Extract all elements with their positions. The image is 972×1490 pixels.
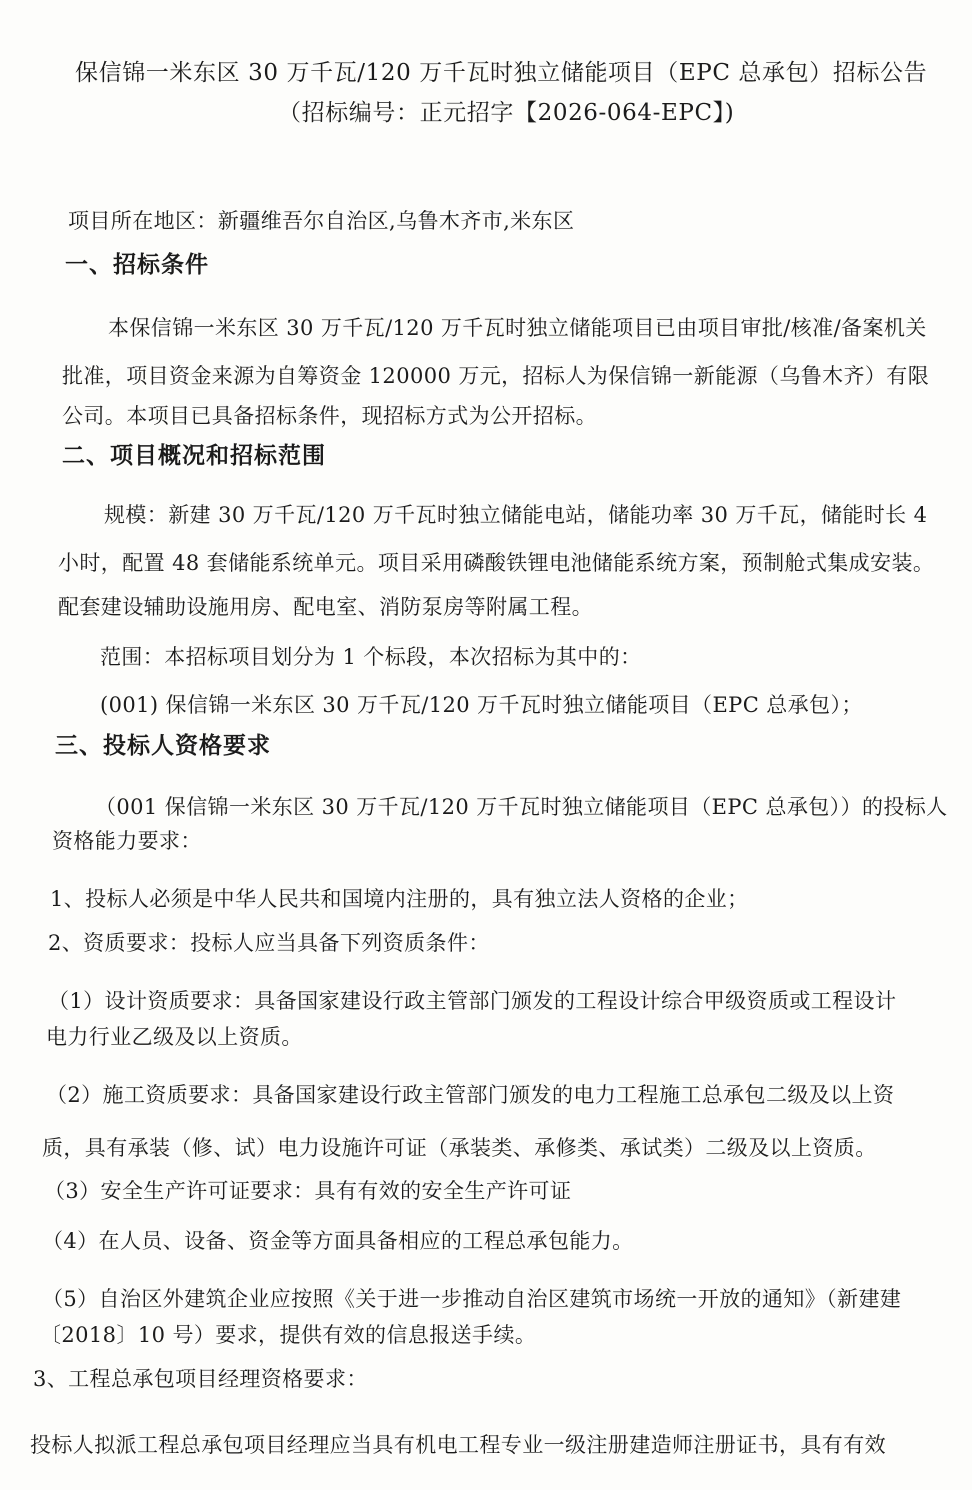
section3-requirement-line: （3）安全生产许可证要求：具有有效的安全生产许可证 bbox=[44, 1179, 572, 1203]
section3-requirement-line: 1、投标人必须是中华人民共和国境内注册的，具有独立法人资格的企业； bbox=[50, 887, 749, 911]
section3-requirement-line: 电力行业乙级及以上资质。 bbox=[46, 1025, 303, 1049]
section3-heading: 三、投标人资格要求 bbox=[55, 733, 271, 759]
announcement-title: 保信锦一米东区 30 万千瓦/120 万千瓦时独立储能项目（EPC 总承包）招标公告 bbox=[75, 60, 928, 86]
section2-scale-line: 配套建设辅助设施用房、配电室、消防泵房等附属工程。 bbox=[58, 595, 593, 619]
section2-scope-line: 范围：本招标项目划分为 1 个标段，本次招标为其中的： bbox=[100, 645, 642, 669]
section3-requirement-line: 资格能力要求： bbox=[52, 829, 202, 853]
section3-requirement-line: 3、工程总承包项目经理资格要求： bbox=[33, 1367, 368, 1391]
section3-requirement-line: （5）自治区外建筑企业应按照《关于进一步推动自治区建筑市场统一开放的通知》（新建建 bbox=[42, 1287, 902, 1311]
section2-lot-item: (001) 保信锦一米东区 30 万千瓦/120 万千瓦时独立储能项目（EPC 总承包）； bbox=[100, 693, 863, 717]
section3-requirement-line: 质，具有承装（修、试）电力设施许可证（承装类、承修类、承试类）二级及以上资质。 bbox=[42, 1136, 877, 1160]
section3-requirement-line: （4）在人员、设备、资金等方面具备相应的工程总承包能力。 bbox=[42, 1229, 634, 1253]
section1-paragraph-line: 批准，项目资金来源为自筹资金 120000 万元，招标人为保信锦一新能源（乌鲁木齐）有限 bbox=[62, 364, 930, 388]
section3-requirement-line: （001 保信锦一米东区 30 万千瓦/120 万千瓦时独立储能项目（EPC 总承包））的投标人 bbox=[95, 795, 948, 819]
section2-scale-line: 小时，配置 48 套储能系统单元。项目采用磷酸铁锂电池储能系统方案，预制舱式集成安装。 bbox=[58, 551, 935, 575]
section2-heading: 二、项目概况和招标范围 bbox=[62, 443, 326, 469]
section1-paragraph-line: 公司。本项目已具备招标条件，现招标方式为公开招标。 bbox=[62, 404, 597, 428]
section3-requirement-line: 〔2018〕10 号）要求，提供有效的信息报送手续。 bbox=[40, 1323, 537, 1347]
section1-paragraph-line: 本保信锦一米东区 30 万千瓦/120 万千瓦时独立储能项目已由项目审批/核准/备案机关 bbox=[108, 316, 927, 340]
section2-scale-line: 规模：新建 30 万千瓦/120 万千瓦时独立储能电站，储能功率 30 万千瓦，储能时长 4 bbox=[104, 503, 928, 527]
tender-number: （招标编号：正元招字【2026-064-EPC】) bbox=[278, 100, 735, 126]
project-location: 项目所在地区：新疆维吾尔自治区,乌鲁木齐市,米东区 bbox=[68, 209, 575, 233]
section3-requirement-line: 2、资质要求：投标人应当具备下列资质条件： bbox=[48, 931, 490, 955]
section3-requirement-line: （2）施工资质要求：具备国家建设行政主管部门颁发的电力工程施工总承包二级及以上资 bbox=[46, 1083, 895, 1107]
section1-heading: 一、招标条件 bbox=[65, 252, 209, 278]
section3-requirement-line: 投标人拟派工程总承包项目经理应当具有机电工程专业一级注册建造师注册证书，具有有效 bbox=[30, 1433, 886, 1457]
section3-requirement-line: （1）设计资质要求：具备国家建设行政主管部门颁发的工程设计综合甲级资质或工程设计 bbox=[48, 989, 897, 1013]
